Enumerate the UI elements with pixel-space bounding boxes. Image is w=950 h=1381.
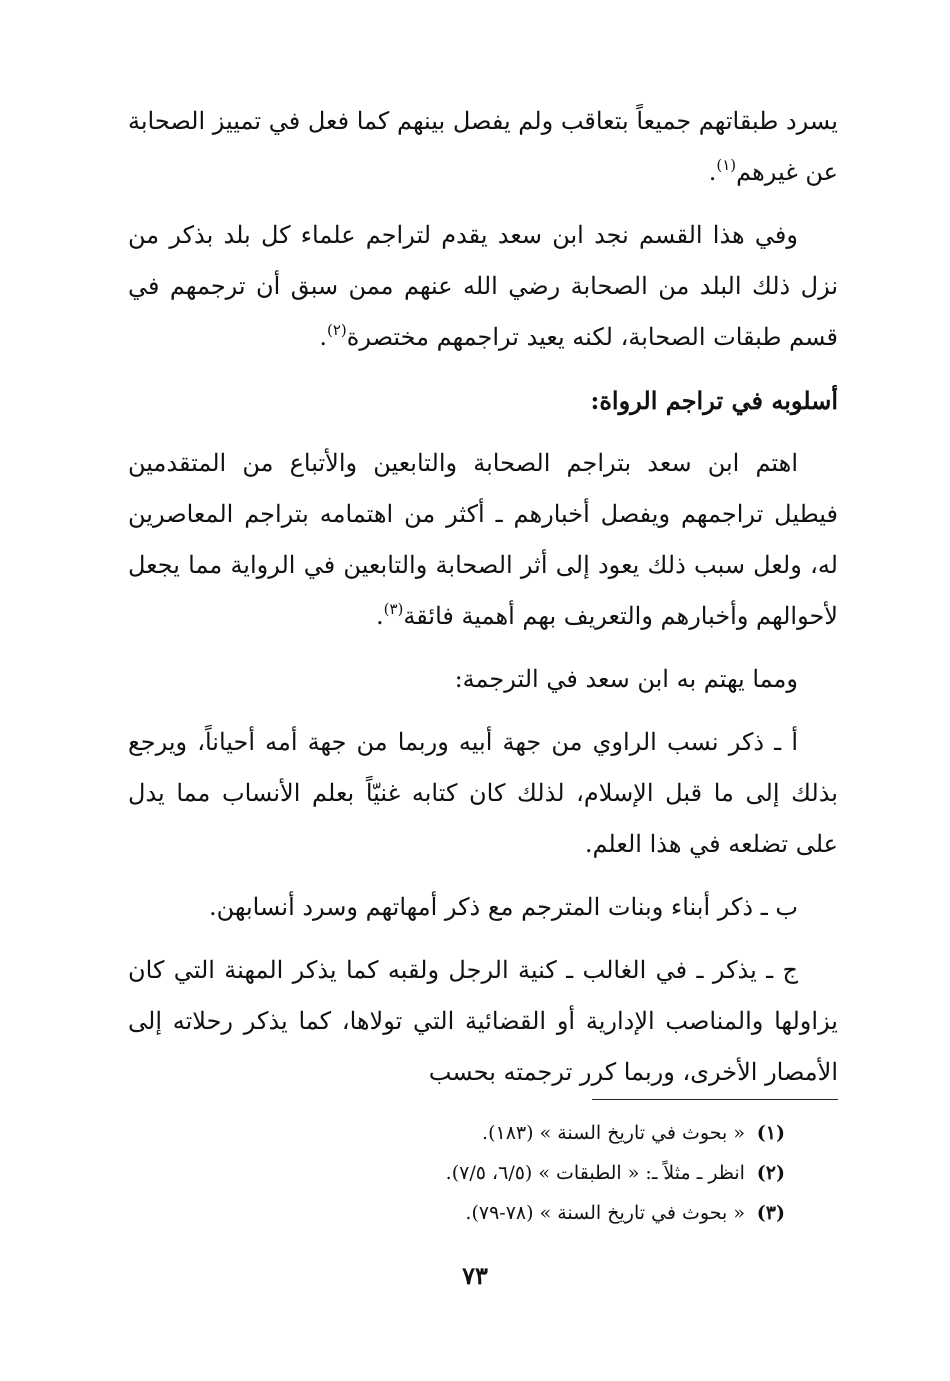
- footnote-number: (٢): [756, 1162, 785, 1184]
- paragraph-end: .: [375, 602, 384, 630]
- page-number: ٧٣: [462, 1261, 488, 1290]
- paragraph-text: اهتم ابن سعد بتراجم الصحابة والتابعين والأتباع من المتقدمين فيطيل تراجمهم ويفصل أخبارهم ـ أكثر من اهتمامه بتراجم المعاصرين له، ولعل سبب ذلك يعود إلى أثر الصحابة والتابعين في الرواية مما يجعل لأحوالهم وأخبارهم والتعريف بهم أهمية فائقة: [128, 449, 838, 630]
- footnote-text: انظر ـ مثلاً ـ: « الطبقات » (٦/٥، ٧/٥).: [445, 1162, 745, 1184]
- footnote-text: « بحوث في تاريخ السنة » (٧٨-٧٩).: [465, 1202, 745, 1224]
- list-item-ba: ب ـ ذكر أبناء وبنات المترجم مع ذكر أمهاتهم وسرد أنسابهن.: [209, 893, 798, 921]
- paragraph-end: .: [319, 323, 327, 351]
- paragraph-end: .: [708, 158, 717, 186]
- paragraph-narrators-interest: [128, 438, 838, 642]
- footnote-number: (١): [756, 1122, 785, 1144]
- body-text: [128, 96, 838, 1098]
- footnote-ref-2: (٢): [326, 321, 347, 339]
- paragraph-text: وفي هذا القسم نجد ابن سعد يقدم لتراجم علماء كل بلد بذكر من نزل ذلك البلد من الصحابة رضي الله عنهم ممن سبق أن ترجمهم في قسم طبقات الصحابة، لكنه يعيد تراجمهم مختصرة: [128, 221, 838, 351]
- section-heading: أسلوبه في تراجم الرواة:: [590, 386, 838, 415]
- footnote-text: « بحوث في تاريخ السنة » (١٨٣).: [482, 1122, 745, 1144]
- footnote-ref-1: (١): [716, 156, 737, 174]
- footnote-separator: [592, 1099, 838, 1100]
- paragraph-text: يسرد طبقاتهم جميعاً بتعاقب ولم يفصل بينهم كما فعل في تمييز الصحابة عن غيرهم: [128, 107, 838, 186]
- footnotes: [200, 1113, 785, 1233]
- list-item-jim: ج ـ يذكر ـ في الغالب ـ كنية الرجل ولقبه كما يذكر المهنة التي كان يزاولها والمناصب الإدارية أو القضائية التي تولاها، كما يذكر رحلاته إلى الأمصار الأخرى، وربما كرر ترجمته بحسب: [128, 956, 838, 1086]
- footnote-3: [200, 1193, 785, 1233]
- paragraph-companions-order: [128, 96, 838, 198]
- footnote-1: [200, 1113, 785, 1153]
- paragraph-city-scholars: [128, 210, 838, 363]
- list-item-alif: أ ـ ذكر نسب الراوي من جهة أبيه وربما من جهة أمه أحياناً، ويرجع بذلك إلى ما قبل الإسلام، لذلك كان كتابه غنيّاً بعلم الأنساب مما يدل على تضلعه في هذا العلم.: [128, 728, 838, 858]
- footnote-ref-3: (٣): [383, 600, 404, 618]
- paragraph-intro-list: ومما يهتم به ابن سعد في الترجمة:: [454, 665, 798, 693]
- footnote-number: (٣): [756, 1202, 785, 1224]
- footnote-2: [200, 1153, 785, 1193]
